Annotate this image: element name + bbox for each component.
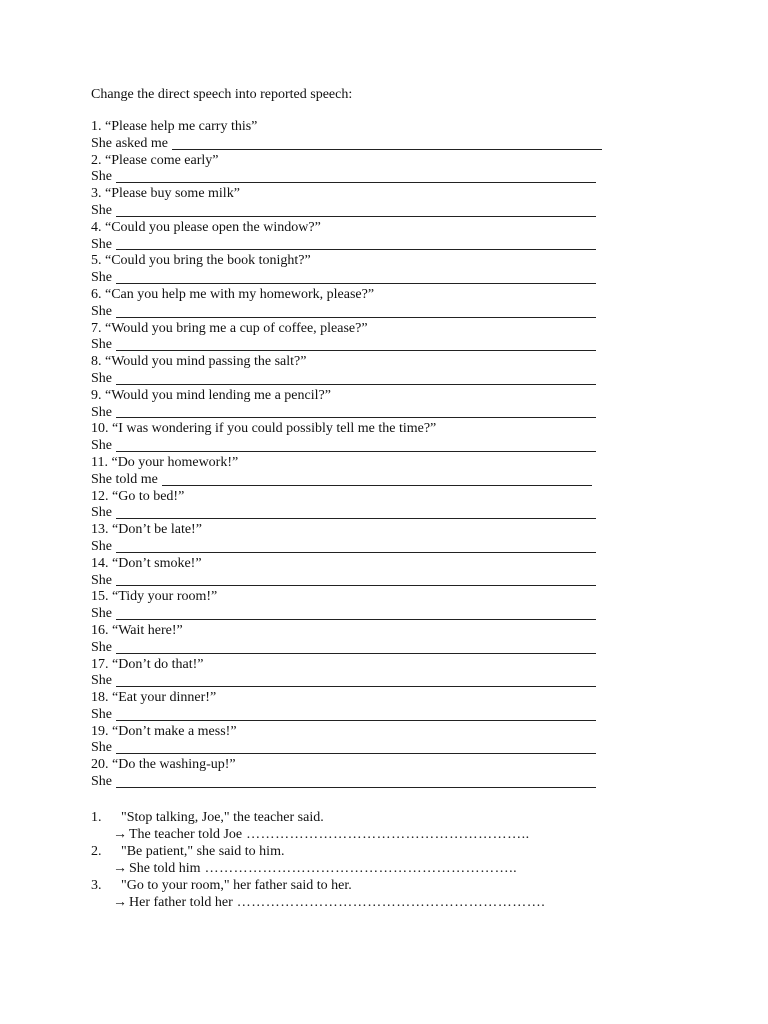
answer-row <box>91 405 611 422</box>
numbered-question-row <box>91 877 611 894</box>
answer-blank-line[interactable] <box>116 283 596 284</box>
question-text: 10. “I was wondering if you could possibly tell me the time?” <box>91 421 437 437</box>
exercise-item <box>91 354 611 388</box>
answer-row <box>91 438 611 455</box>
answer-prefix: She <box>91 404 112 420</box>
answer-prefix: She <box>91 438 112 454</box>
question-text: 5. “Could you bring the book tonight?” <box>91 253 311 269</box>
answer-blank-line[interactable] <box>116 753 596 754</box>
answer-row <box>91 573 611 590</box>
question-text: 11. “Do your homework!” <box>91 454 239 470</box>
answer-row <box>91 304 611 321</box>
answer-blank-line[interactable] <box>116 518 596 519</box>
exercise-item <box>91 321 611 355</box>
item-number: 3. <box>91 878 102 893</box>
answer-row <box>91 740 611 757</box>
answer-dotted-line[interactable]: ………………………………………………….. <box>246 827 530 842</box>
answer-row <box>91 640 611 657</box>
answer-dotted-line[interactable]: ……………………………………………………….. <box>204 861 518 876</box>
exercise-item <box>91 623 611 657</box>
exercise-item <box>91 421 611 455</box>
answer-row <box>91 237 611 254</box>
answer-prefix: She <box>91 774 112 790</box>
exercise-item <box>91 556 611 590</box>
answer-row <box>91 337 611 354</box>
exercise-item <box>91 388 611 422</box>
answer-row <box>91 169 611 186</box>
arrow-right-icon: → <box>113 895 127 910</box>
exercise-item <box>91 690 611 724</box>
answer-row <box>91 774 611 791</box>
exercise-item <box>91 724 611 758</box>
item-number: 2. <box>91 844 102 859</box>
answer-prefix: She <box>91 706 112 722</box>
answer-row <box>91 472 611 489</box>
numbered-question-row <box>91 809 611 826</box>
question-text: 19. “Don’t make a mess!” <box>91 723 237 739</box>
question-text: "Stop talking, Joe," the teacher said. <box>121 810 324 825</box>
question-text: 16. “Wait here!” <box>91 622 183 638</box>
question-text: 13. “Don’t be late!” <box>91 522 202 538</box>
answer-prefix: She told me <box>91 471 158 487</box>
question-text: 8. “Would you mind passing the salt?” <box>91 354 307 370</box>
question-text: 14. “Don’t smoke!” <box>91 555 202 571</box>
answer-blank-line[interactable] <box>116 451 596 452</box>
answer-blank-line[interactable] <box>116 552 596 553</box>
answer-row <box>91 539 611 556</box>
exercise-item <box>91 186 611 220</box>
exercise-item <box>91 589 611 623</box>
answer-prefix: She <box>91 538 112 554</box>
exercise-item <box>91 287 611 321</box>
answer-blank-line[interactable] <box>116 619 596 620</box>
item-number: 1. <box>91 810 102 825</box>
exercise-item <box>91 522 611 556</box>
answer-blank-line[interactable] <box>116 720 596 721</box>
answer-row <box>91 707 611 724</box>
answer-blank-line[interactable] <box>116 249 596 250</box>
arrow-right-icon: → <box>113 827 127 842</box>
answer-blank-line[interactable] <box>116 182 596 183</box>
question-text: 15. “Tidy your room!” <box>91 589 218 605</box>
answer-prefix: She <box>91 270 112 286</box>
answer-prefix: She <box>91 370 112 386</box>
answer-prefix: She <box>91 169 112 185</box>
exercise-item <box>91 253 611 287</box>
answer-blank-line[interactable] <box>116 384 596 385</box>
arrow-right-icon: → <box>113 861 127 876</box>
answer-prefix: She <box>91 236 112 252</box>
question-text: 9. “Would you mind lending me a pencil?” <box>91 387 331 403</box>
numbered-item <box>91 843 611 877</box>
answer-prefix: She <box>91 606 112 622</box>
answer-row <box>91 673 611 690</box>
answer-blank-line[interactable] <box>162 485 592 486</box>
exercise-item <box>91 119 611 153</box>
answer-blank-line[interactable] <box>116 317 596 318</box>
numbered-question-row <box>91 843 611 860</box>
answer-prefix: She <box>91 673 112 689</box>
answer-prefix: She <box>91 202 112 218</box>
answer-row <box>91 270 611 287</box>
exercise-item <box>91 220 611 254</box>
answer-blank-line[interactable] <box>116 686 596 687</box>
question-text: 1. “Please help me carry this” <box>91 119 258 134</box>
numbered-item <box>91 877 611 911</box>
question-text: 18. “Eat your dinner!” <box>91 690 217 706</box>
answer-prefix: The teacher told Joe <box>129 827 243 842</box>
answer-blank-line[interactable] <box>116 350 596 351</box>
answer-blank-line[interactable] <box>116 653 596 654</box>
answer-prefix: She asked me <box>91 135 168 151</box>
question-text: 2. “Please come early” <box>91 152 219 168</box>
answer-row <box>91 606 611 623</box>
answer-row <box>91 860 611 877</box>
answer-prefix: Her father told her <box>129 895 233 910</box>
answer-row <box>91 203 611 220</box>
question-text: 6. “Can you help me with my homework, please?” <box>91 286 375 302</box>
question-text: "Be patient," she said to him. <box>121 844 285 859</box>
question-text: "Go to your room," her father said to her. <box>121 878 352 893</box>
numbered-item <box>91 809 611 843</box>
answer-row <box>91 505 611 522</box>
answer-dotted-line[interactable]: ………………………………………………………. <box>236 895 546 910</box>
exercise-list <box>91 119 611 791</box>
answer-blank-line[interactable] <box>116 787 596 788</box>
page-title: Change the direct speech into reported speech: <box>91 87 353 102</box>
answer-prefix: She <box>91 740 112 756</box>
answer-row <box>91 136 611 153</box>
answer-row <box>91 826 611 843</box>
answer-blank-line[interactable] <box>172 149 602 150</box>
question-text: 20. “Do the washing-up!” <box>91 757 236 773</box>
answer-blank-line[interactable] <box>116 417 596 418</box>
question-text: 12. “Go to bed!” <box>91 488 185 504</box>
answer-prefix: She <box>91 505 112 521</box>
answer-prefix: She <box>91 337 112 353</box>
question-text: 7. “Would you bring me a cup of coffee, please?” <box>91 320 368 336</box>
answer-row <box>91 894 611 911</box>
answer-blank-line[interactable] <box>116 585 596 586</box>
exercise-item <box>91 455 611 489</box>
answer-row <box>91 371 611 388</box>
question-text: 17. “Don’t do that!” <box>91 656 204 672</box>
answer-prefix: She <box>91 303 112 319</box>
question-text: 4. “Could you please open the window?” <box>91 219 321 235</box>
answer-prefix: She told him <box>129 861 201 876</box>
answer-prefix: She <box>91 639 112 655</box>
exercise-item <box>91 489 611 523</box>
exercise-item <box>91 757 611 791</box>
answer-blank-line[interactable] <box>116 216 596 217</box>
question-text: 3. “Please buy some milk” <box>91 186 240 202</box>
exercise-item <box>91 657 611 691</box>
second-exercise-list <box>91 809 611 911</box>
exercise-item <box>91 153 611 187</box>
answer-prefix: She <box>91 572 112 588</box>
